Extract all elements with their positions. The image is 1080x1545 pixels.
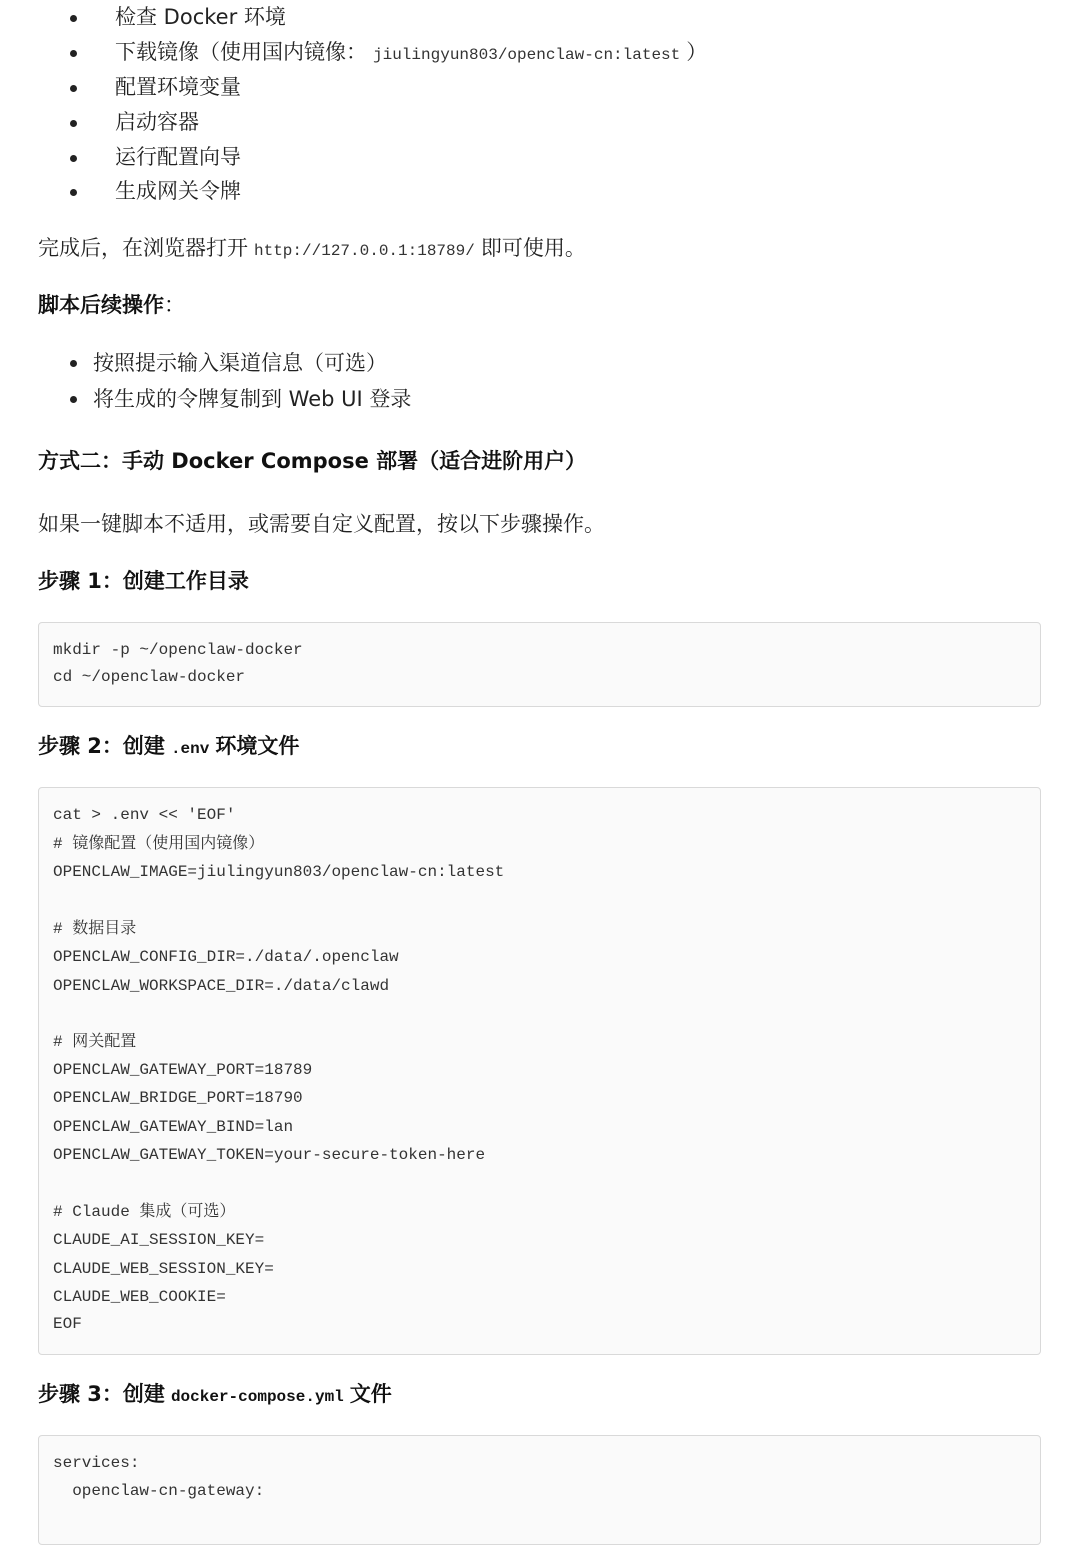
step2-heading-suffix: 环境文件 [215, 734, 300, 758]
list-item-suffix: ） [686, 40, 708, 64]
code-line: CLAUDE_AI_SESSION_KEY= [53, 1231, 265, 1249]
code-line: EOF [53, 1315, 82, 1333]
list-item-text: 检查 Docker 环境 [115, 5, 286, 29]
bullet-icon [70, 360, 77, 367]
code-line: # 网关配置 [53, 1031, 137, 1051]
after-complete-paragraph [38, 233, 586, 266]
code-line: services: [53, 1454, 140, 1472]
step2-heading [38, 731, 299, 764]
followup-heading [38, 290, 185, 320]
paragraph-suffix: 即可使用。 [480, 236, 586, 260]
bullet-icon [70, 155, 77, 162]
paragraph-prefix: 完成后，在浏览器打开 [38, 236, 248, 260]
code-line: mkdir -p ~/openclaw-docker [53, 641, 303, 659]
code-line: OPENCLAW_WORKSPACE_DIR=./data/clawd [53, 977, 390, 995]
code-line: OPENCLAW_GATEWAY_TOKEN=your-secure-token-here [53, 1146, 486, 1164]
list-item-text: 启动容器 [115, 110, 199, 134]
code-line: CLAUDE_WEB_SESSION_KEY= [53, 1260, 274, 1278]
step3-heading-prefix: 步骤 3：创建 [38, 1382, 165, 1406]
bullet-icon [70, 396, 77, 403]
code-line: # 数据目录 [53, 918, 137, 938]
local-url[interactable]: http://127.0.0.1:18789/ [254, 242, 475, 260]
bullet-icon [70, 120, 77, 127]
list-item [70, 345, 1050, 381]
step3-heading [38, 1379, 392, 1412]
method2-heading: 方式二：手动 Docker Compose 部署（适合进阶用户） [38, 449, 587, 473]
list-item-text: 配置环境变量 [115, 75, 241, 99]
list-item-text: 下载镜像（使用国内镜像： [115, 40, 367, 64]
code-line: cd ~/openclaw-docker [53, 668, 246, 686]
step2-heading-prefix: 步骤 2：创建 [38, 734, 165, 758]
bullet-icon [70, 85, 77, 92]
code-line: OPENCLAW_GATEWAY_BIND=lan [53, 1118, 294, 1136]
code-line: CLAUDE_WEB_COOKIE= [53, 1288, 226, 1306]
list-item [70, 140, 1050, 175]
step2-code-block[interactable] [38, 787, 1041, 1355]
list-item [70, 381, 1050, 417]
code-line: # 镜像配置（使用国内镜像） [53, 833, 265, 853]
inline-code-image: jiulingyun803/openclaw-cn:latest [373, 46, 681, 64]
code-line: openclaw-cn-gateway: [53, 1482, 265, 1500]
code-line: OPENCLAW_CONFIG_DIR=./data/.openclaw [53, 948, 399, 966]
bullet-icon [70, 15, 77, 22]
code-line: OPENCLAW_IMAGE=jiulingyun803/openclaw-cn:latest [53, 863, 505, 881]
list-item [70, 35, 1050, 70]
method2-intro: 如果一键脚本不适用，或需要自定义配置，按以下步骤操作。 [38, 512, 605, 536]
step1-heading: 步骤 1：创建工作目录 [38, 569, 249, 593]
bullet-icon [70, 50, 77, 57]
followup-heading-text: 脚本后续操作 [38, 293, 164, 317]
list-item-text: 将生成的令牌复制到 Web UI 登录 [93, 387, 412, 411]
list-item [70, 70, 1050, 105]
list-item [70, 105, 1050, 140]
list-item [70, 0, 1050, 35]
code-line: OPENCLAW_GATEWAY_PORT=18789 [53, 1061, 313, 1079]
step3-heading-code: docker-compose.yml [170, 1388, 344, 1406]
followup-heading-colon: ： [164, 293, 185, 317]
list-item-text: 生成网关令牌 [115, 179, 241, 203]
bullet-icon [70, 189, 77, 196]
code-line: # Claude 集成（可选） [53, 1201, 236, 1221]
code-line: cat > .env << 'EOF' [53, 806, 236, 824]
list-item [70, 174, 1050, 209]
step1-code-block[interactable] [38, 622, 1041, 707]
step2-heading-code: .env [170, 740, 210, 758]
list-item-text: 运行配置向导 [115, 145, 241, 169]
code-line: OPENCLAW_BRIDGE_PORT=18790 [53, 1089, 303, 1107]
step3-heading-suffix: 文件 [349, 1382, 392, 1406]
list-item-text: 按照提示输入渠道信息（可选） [93, 351, 387, 375]
